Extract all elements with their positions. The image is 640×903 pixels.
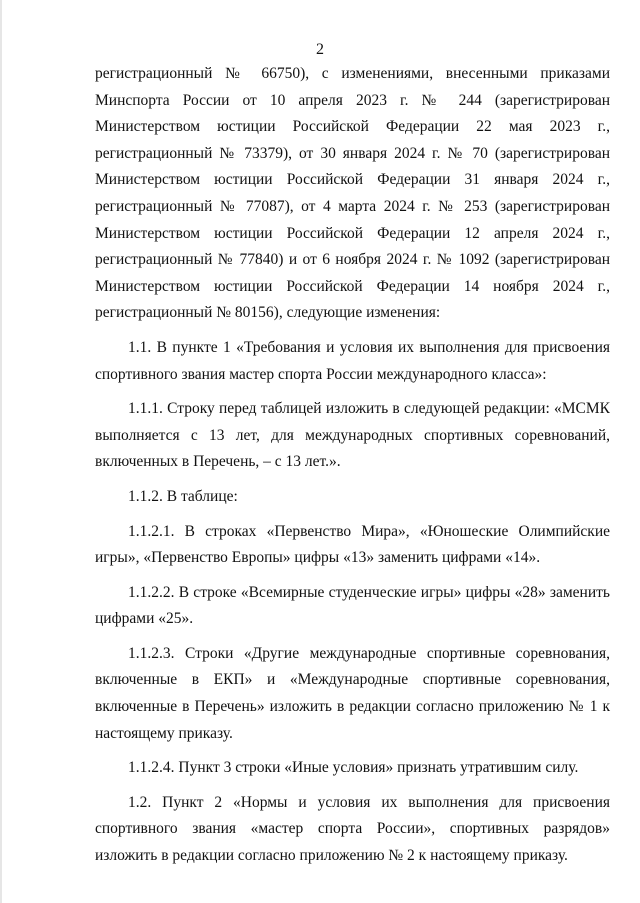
paragraph-1-2: 1.2. Пункт 2 «Нормы и условия их выполнения для присвоения спортивного звания «мастер спорта России», спортивных разрядов» изложить в редакции согласно приложению № 2 к настоящему приказу. xyxy=(95,793,610,865)
paragraph-1-1-2-3: 1.1.2.3. Строки «Другие международные спортивные соревнования, включенные в ЕКП» и «Международные спортивные соревнования, включенные в Перечень» изложить в редакции согласно приложению № 1 к настоящему приказу. xyxy=(95,644,610,742)
paragraph-1-1-2-2: 1.1.2.2. В строке «Всемирные студенческие игры» цифры «28» заменить цифрами «25». xyxy=(95,583,610,628)
paragraph-1-1-2-4: 1.1.2.4. Пункт 3 строки «Иные условия» признать утратившим силу. xyxy=(128,759,579,777)
document-body xyxy=(95,61,610,870)
paragraph-1-1-1: 1.1.1. Строку перед таблицей изложить в следующей редакции: «МСМК выполняется с 13 лет, для международных спортивных соревнований, включенных в Перечень, – с 13 лет.». xyxy=(95,400,610,471)
paragraph-intro-continuation: регистрационный № 66750), с изменениями, внесенными приказами Минспорта России от 10 апреля 2023 г. № 244 (зарегистрирован Министерством юстиции Российской Федерации 22 мая 2023 г., регистрационный № 73379), от 30 января 2024 г. № 70 (зарегистрирован Министерством юстиции Российской Федерации 31 января 2024 г., регистрационный № 77087), от 4 марта 2024 г. № 253 (зарегистрирован Министерством юстиции Российской Федерации 12 апреля 2024 г., регистрационный № 77840) и от 6 ноября 2024 г. № 1092 (зарегистрирован Министерством юстиции Российской Федерации 14 ноября 2024 г., регистрационный № 80156), следующие изменения: xyxy=(95,65,610,322)
paragraph-1-1: 1.1. В пункте 1 «Требования и условия их выполнения для присвоения спортивного звания мастер спорта России международного класса»: xyxy=(95,338,610,383)
paragraph-1-1-2: 1.1.2. В таблице: xyxy=(128,487,238,505)
paragraph-1-1-2-1: 1.1.2.1. В строках «Первенство Мира», «Юношеские Олимпийские игры», «Первенство Европы» цифры «13» заменить цифрами «14». xyxy=(95,522,610,567)
page-number: 2 xyxy=(316,41,324,58)
scan-edge xyxy=(0,0,2,903)
